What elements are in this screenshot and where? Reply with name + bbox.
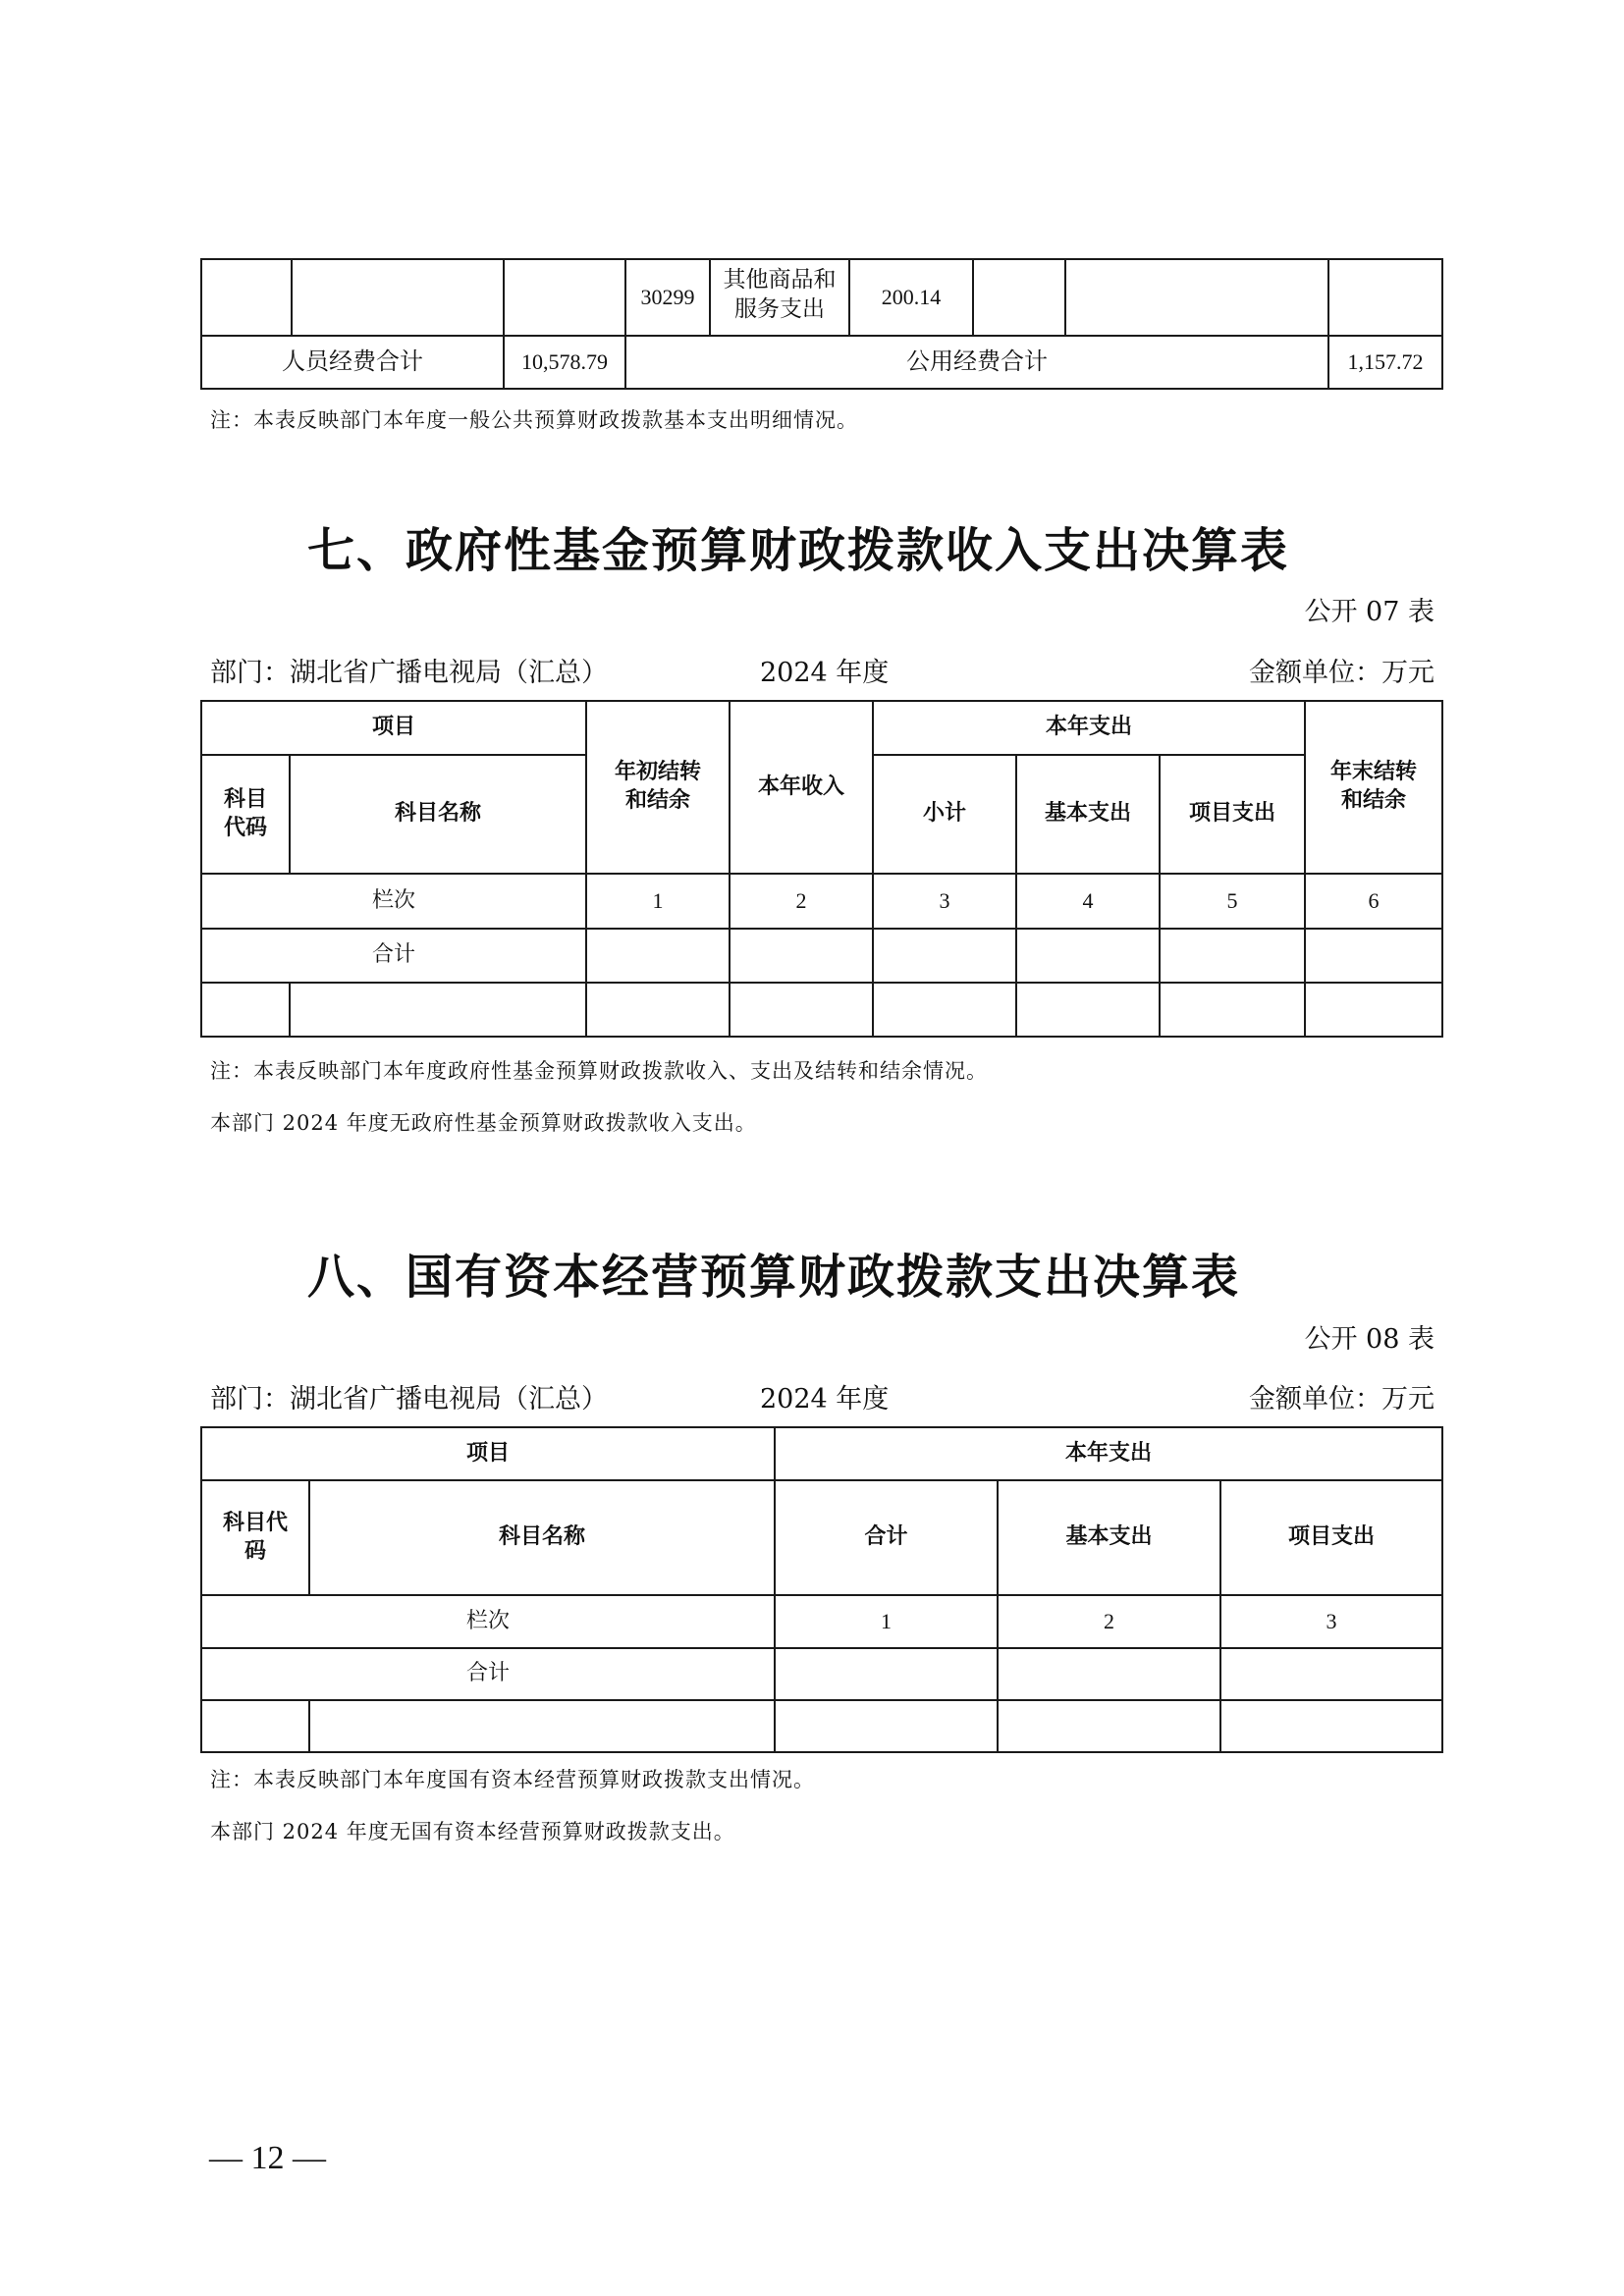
fiscal-year: 2024 年度 bbox=[760, 1384, 890, 1415]
section-title: 八、国有资本经营预算财政拨款支出决算表 bbox=[307, 1250, 1241, 1305]
table-row bbox=[201, 259, 1442, 336]
column-number: 5 bbox=[1160, 874, 1305, 929]
column-number: 1 bbox=[586, 874, 730, 929]
column-row-label: 栏次 bbox=[201, 1595, 775, 1648]
table-row bbox=[201, 336, 1442, 389]
column-number: 2 bbox=[998, 1595, 1220, 1648]
header-basic: 基本支出 bbox=[998, 1480, 1220, 1595]
header-name: 科目名称 bbox=[290, 755, 586, 874]
department-label: 部门：湖北省广播电视局（汇总） bbox=[210, 1384, 608, 1415]
header-item: 项目 bbox=[201, 1427, 775, 1480]
header-project: 项目支出 bbox=[1220, 1480, 1442, 1595]
section-title: 七、政府性基金预算财政拨款收入支出决算表 bbox=[307, 523, 1290, 578]
header-basic: 基本支出 bbox=[1016, 755, 1160, 874]
header-begin-balance: 年初结转 和结余 bbox=[586, 701, 730, 874]
government-fund-table bbox=[200, 700, 1443, 1038]
table-note: 注：本表反映部门本年度政府性基金预算财政拨款收入、支出及结转和结余情况。 bbox=[210, 1059, 988, 1083]
column-number-row bbox=[201, 874, 1442, 929]
personnel-total-value: 10,578.79 bbox=[504, 336, 625, 389]
column-row-label: 栏次 bbox=[201, 874, 586, 929]
item-code-cell: 30299 bbox=[625, 259, 710, 336]
table-row bbox=[201, 1700, 1442, 1752]
public-total-value: 1,157.72 bbox=[1328, 336, 1442, 389]
header-row bbox=[201, 1427, 1442, 1480]
header-code: 科目 代码 bbox=[201, 755, 290, 874]
header-end-balance: 年末结转 和结余 bbox=[1305, 701, 1442, 874]
item-name-cell: 其他商品和服务支出 bbox=[710, 259, 849, 336]
table-number: 公开 08 表 bbox=[1304, 1324, 1435, 1355]
table-row bbox=[201, 983, 1442, 1037]
header-row bbox=[201, 1480, 1442, 1595]
table-number: 公开 07 表 bbox=[1304, 597, 1435, 627]
table-note: 本部门 2024 年度无政府性基金预算财政拨款收入支出。 bbox=[210, 1111, 757, 1135]
header-expense: 本年支出 bbox=[873, 701, 1305, 755]
state-capital-table bbox=[200, 1426, 1443, 1753]
header-expense: 本年支出 bbox=[775, 1427, 1442, 1480]
personnel-total-label: 人员经费合计 bbox=[201, 336, 504, 389]
column-number: 3 bbox=[873, 874, 1016, 929]
column-number: 2 bbox=[730, 874, 873, 929]
column-number: 6 bbox=[1305, 874, 1442, 929]
column-number-row bbox=[201, 1595, 1442, 1648]
header-code: 科目代 码 bbox=[201, 1480, 309, 1595]
page-number: — 12 — bbox=[209, 2140, 326, 2176]
header-project: 项目支出 bbox=[1160, 755, 1305, 874]
total-label: 合计 bbox=[201, 1648, 775, 1700]
header-subtotal: 小计 bbox=[873, 755, 1016, 874]
column-number: 1 bbox=[775, 1595, 998, 1648]
header-item: 项目 bbox=[201, 701, 586, 755]
column-number: 3 bbox=[1220, 1595, 1442, 1648]
fiscal-year: 2024 年度 bbox=[760, 658, 890, 688]
item-amount-cell: 200.14 bbox=[849, 259, 973, 336]
header-income: 本年收入 bbox=[730, 701, 873, 874]
table-note: 注：本表反映部门本年度国有资本经营预算财政拨款支出情况。 bbox=[210, 1768, 815, 1791]
column-number: 4 bbox=[1016, 874, 1160, 929]
header-name: 科目名称 bbox=[309, 1480, 775, 1595]
total-row bbox=[201, 929, 1442, 983]
total-row bbox=[201, 1648, 1442, 1700]
header-row bbox=[201, 701, 1442, 755]
table-note: 本部门 2024 年度无国有资本经营预算财政拨款支出。 bbox=[210, 1820, 735, 1843]
public-total-label: 公用经费合计 bbox=[625, 336, 1328, 389]
amount-unit: 金额单位：万元 bbox=[1249, 1384, 1435, 1415]
header-total: 合计 bbox=[775, 1480, 998, 1595]
table-note: 注：本表反映部门本年度一般公共预算财政拨款基本支出明细情况。 bbox=[210, 408, 858, 432]
basic-expense-table-continuation bbox=[200, 258, 1443, 390]
total-label: 合计 bbox=[201, 929, 586, 983]
department-label: 部门：湖北省广播电视局（汇总） bbox=[210, 658, 608, 688]
amount-unit: 金额单位：万元 bbox=[1249, 658, 1435, 688]
